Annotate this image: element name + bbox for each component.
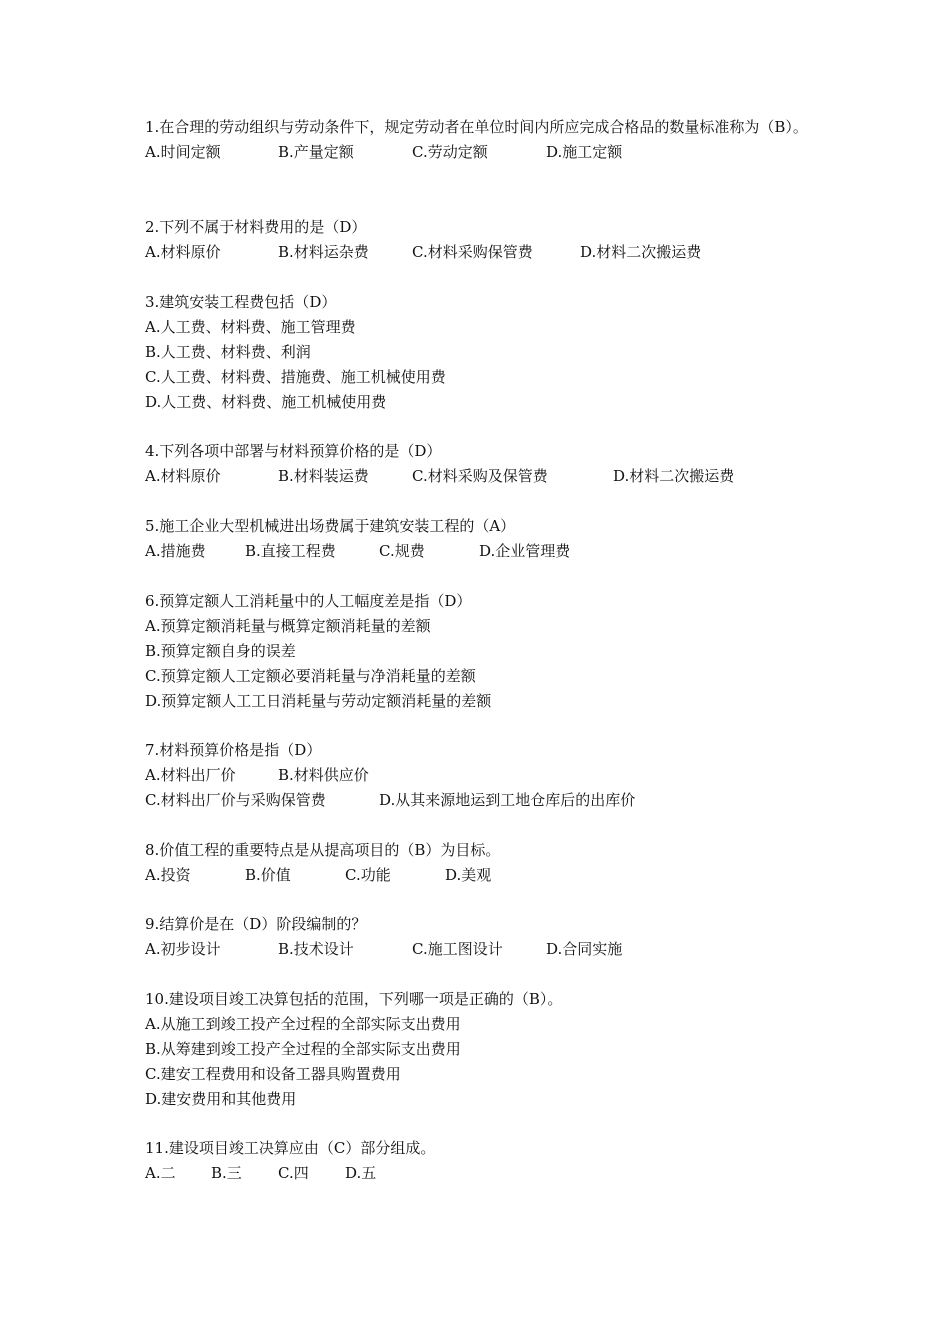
option-c: C.劳动定额 (412, 143, 488, 161)
option-c: C.功能 (345, 866, 391, 884)
question-11 (145, 1136, 825, 1186)
option-a: A.从施工到竣工投产全过程的全部实际支出费用 (145, 1015, 461, 1033)
option-b: B.材料供应价 (278, 766, 369, 784)
question-stem: 3.建筑安装工程费包括（D） (145, 293, 337, 311)
options-row (145, 240, 825, 265)
option-a: A.材料原价 (145, 243, 221, 261)
option-c: C.材料出厂价与采购保管费 (145, 791, 326, 809)
option-a: A.投资 (145, 866, 191, 884)
option-c: C.规费 (379, 542, 425, 560)
question-4 (145, 439, 825, 489)
option-b: B.技术设计 (278, 940, 354, 958)
option-a: A.人工费、材料费、施工管理费 (145, 318, 356, 336)
question-3 (145, 290, 825, 415)
option-b: B.材料装运费 (278, 467, 369, 485)
options-row (145, 763, 825, 788)
option-a: A.初步设计 (145, 940, 221, 958)
option-d: D.材料二次搬运费 (580, 243, 702, 261)
option-b: B.直接工程费 (245, 542, 336, 560)
option-b: B.人工费、材料费、利润 (145, 343, 311, 361)
question-stem: 8.价值工程的重要特点是从提高项目的（B）为目标。 (145, 841, 501, 859)
question-1 (145, 115, 825, 165)
option-b: B.材料运杂费 (278, 243, 369, 261)
option-c: C.人工费、材料费、措施费、施工机械使用费 (145, 368, 446, 386)
question-9 (145, 912, 825, 962)
option-d: D.预算定额人工工日消耗量与劳动定额消耗量的差额 (145, 692, 492, 710)
options-row (145, 863, 825, 888)
question-6 (145, 589, 825, 714)
question-5 (145, 514, 825, 564)
option-d: D.施工定额 (546, 143, 623, 161)
option-d: D.建安费用和其他费用 (145, 1090, 297, 1108)
option-a: A.材料原价 (145, 467, 221, 485)
option-b: B.从筹建到竣工投产全过程的全部实际支出费用 (145, 1040, 461, 1058)
options-row (145, 464, 825, 489)
option-c: C.施工图设计 (412, 940, 503, 958)
option-d: D.人工费、材料费、施工机械使用费 (145, 393, 387, 411)
option-d: D.五 (345, 1164, 377, 1182)
option-b: B.三 (211, 1164, 242, 1182)
question-stem: 1.在合理的劳动组织与劳动条件下，规定劳动者在单位时间内所应完成合格品的数量标准称为（B）。 (145, 118, 808, 136)
question-stem: 7.材料预算价格是指（D） (145, 741, 322, 759)
option-c: C.四 (278, 1164, 309, 1182)
option-a: A.材料出厂价 (145, 766, 236, 784)
option-d: D.合同实施 (546, 940, 623, 958)
option-b: B.产量定额 (278, 143, 354, 161)
option-b: B.预算定额自身的误差 (145, 642, 296, 660)
option-d: D.从其来源地运到工地仓库后的出库价 (379, 791, 636, 809)
question-8 (145, 838, 825, 888)
option-d: D.企业管理费 (479, 542, 571, 560)
question-10 (145, 987, 825, 1112)
options-row (145, 788, 825, 813)
options-row (145, 539, 825, 564)
options-row (145, 937, 825, 962)
option-c: C.预算定额人工定额必要消耗量与净消耗量的差额 (145, 667, 476, 685)
option-a: A.时间定额 (145, 143, 221, 161)
option-a: A.二 (145, 1164, 176, 1182)
option-c: C.材料采购及保管费 (412, 467, 548, 485)
question-stem: 4.下列各项中部署与材料预算价格的是（D） (145, 442, 442, 460)
question-stem: 10.建设项目竣工决算包括的范围，下列哪一项是正确的（B）。 (145, 990, 563, 1008)
question-stem: 6.预算定额人工消耗量中的人工幅度差是指（D） (145, 592, 472, 610)
question-stem: 11.建设项目竣工决算应由（C）部分组成。 (145, 1139, 436, 1157)
option-c: C.材料采购保管费 (412, 243, 533, 261)
option-a: A.预算定额消耗量与概算定额消耗量的差额 (145, 617, 431, 635)
question-7 (145, 738, 825, 813)
question-stem: 2.下列不属于材料费用的是（D） (145, 218, 367, 236)
option-d: D.美观 (445, 866, 492, 884)
option-a: A.措施费 (145, 542, 206, 560)
question-stem: 9.结算价是在（D）阶段编制的？ (145, 915, 367, 933)
options-row (145, 1161, 825, 1186)
options-row (145, 140, 825, 165)
question-stem: 5.施工企业大型机械进出场费属于建筑安装工程的（A） (145, 517, 516, 535)
option-b: B.价值 (245, 866, 291, 884)
option-d: D.材料二次搬运费 (613, 467, 735, 485)
option-c: C.建安工程费用和设备工器具购置费用 (145, 1065, 401, 1083)
question-2 (145, 215, 825, 265)
